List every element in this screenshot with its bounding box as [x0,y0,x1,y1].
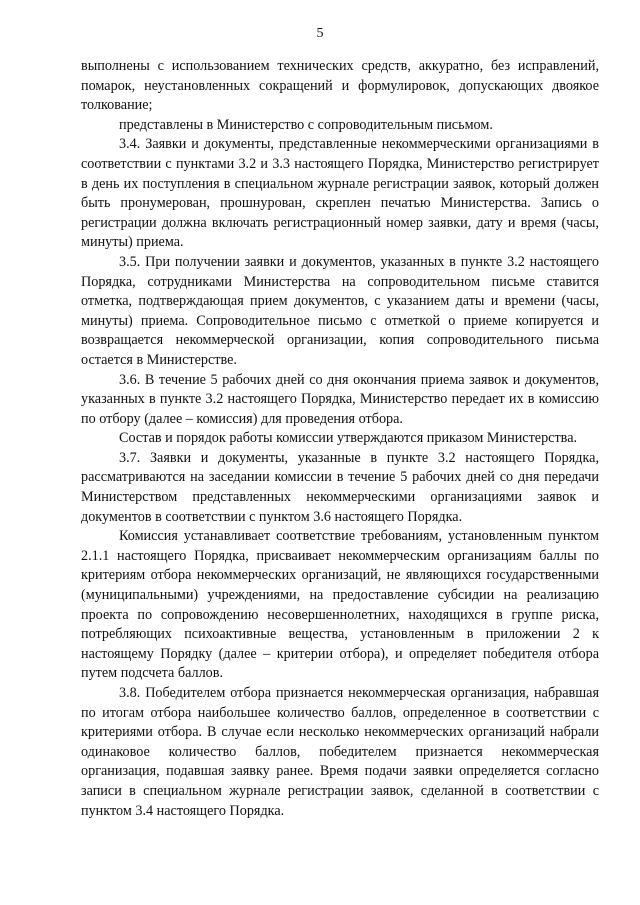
paragraph-requirement-cover-letter: представлены в Министерство с сопроводительным письмом. [119,116,493,133]
document-body [81,57,599,821]
paragraph-3-8: 3.8. Победителем отбора признается некоммерческая организация, набравшая по итогам отбора наибольшее количество баллов, определенное в соответствии с критериями отбора. В случае если несколько некоммерческих организаций набрали одинаковое количество баллов, победителем признается некоммерческая организация, подавшая заявку ранее. Время подачи заявки определяется согласно записи в специальном журнале регистрации заявок, сделанной в соответствии с пунктом 3.4 настоящего Порядка. [81,685,599,819]
paragraph-3-7: 3.7. Заявки и документы, указанные в пункте 3.2 настоящего Порядка, рассматриваются на заседании комиссии в течение 5 рабочих дней со дня передачи Министерством представленных некоммерческими организациями заявок и документов в соответствии с пунктом 3.6 настоящего Порядка. [81,449,599,525]
paragraph-requirement-technical: выполнены с использованием технических средств, аккуратно, без исправлений, помарок, неустановленных сокращений и формулировок, допускающих двоякое толкование; [81,58,599,114]
page-number: 5 [316,26,324,41]
paragraph-3-4: 3.4. Заявки и документы, представленные некоммерческими организациями в соответствии с пунктами 3.2 и 3.3 настоящего Порядка, Министерство регистрирует в день их поступления в специальном журнале регистрации заявок, который должен быть пронумерован, прошнурован, скреплен печатью Министерства. Запись о регистрации должна включать регистрационный номер заявки, дату и время (часы, минуты) приема. [81,136,599,251]
paragraph-3-5: 3.5. При получении заявки и документов, указанных в пункте 3.2 настоящего Порядка, сотрудниками Министерства на сопроводительном письме ставится отметка, подтверждающая прием документов, с указанием даты и времени (часы, минуты) приема. Сопроводительное письмо с отметкой о приеме копируется и возвращается некоммерческой организации, копия сопроводительного письма остается в Министерстве. [81,253,599,368]
paragraph-3-6: 3.6. В течение 5 рабочих дней со дня окончания приема заявок и документов, указанных в пункте 3.2 настоящего Порядка, Министерство передает их в комиссию по отбору (далее – комиссия) для проведения отбора. [81,371,599,427]
paragraph-commission-composition: Состав и порядок работы комиссии утверждаются приказом Министерства. [119,430,578,447]
paragraph-commission-criteria: Комиссия устанавливает соответствие требованиям, установленным пунктом 2.1.1 настоящего Порядка, присваивает некоммерческим организациям баллы по критериям отбора некоммерческих организаций, не являющихся государственными (муниципальными) учреждениями, на предоставление субсидии на реализацию проекта по сопровождению несовершеннолетних, находящихся в группе риска, потребляющих психоактивные вещества, установленным в приложении 2 к настоящему Порядку (далее – критерии отбора), и определяет победителя отбора путем подсчета баллов. [81,528,599,682]
